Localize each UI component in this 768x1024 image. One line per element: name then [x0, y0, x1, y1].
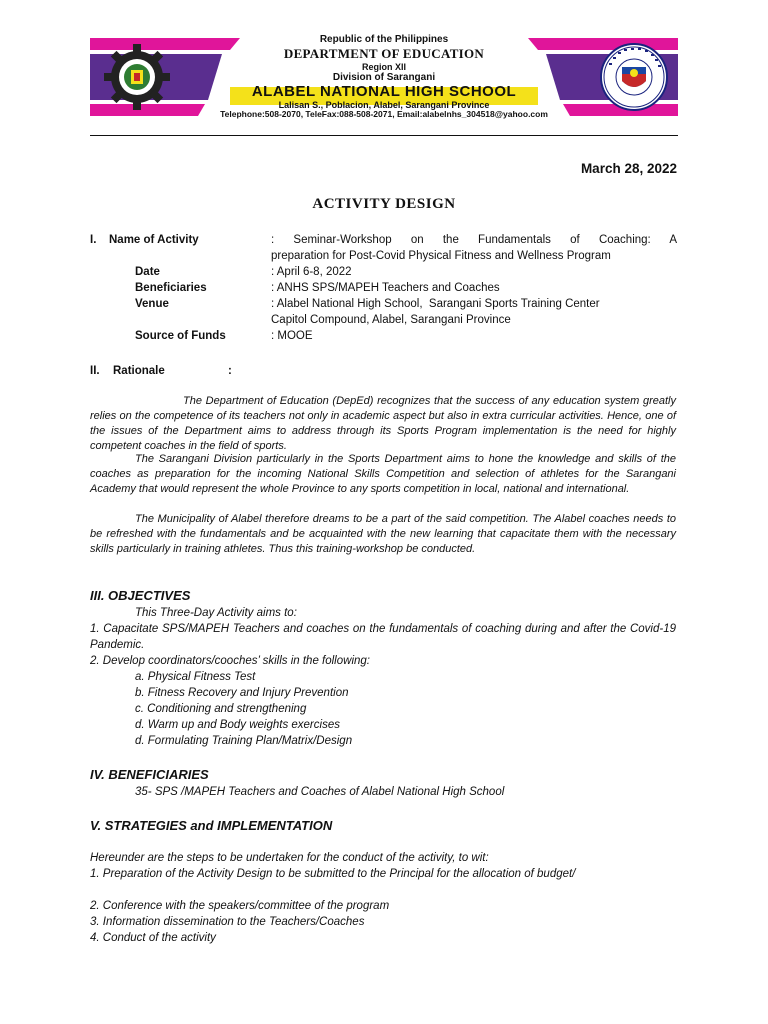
- republic-line: Republic of the Philippines: [319, 34, 449, 45]
- document-title: ACTIVITY DESIGN: [312, 196, 456, 212]
- strategy-step-3: 3. Information dissemination to the Teachers/Coaches: [90, 916, 365, 928]
- department-line: DEPARTMENT OF EDUCATION: [283, 46, 485, 61]
- objective-sub-e: d. Formulating Training Plan/Matrix/Design: [135, 735, 353, 747]
- date-label: Date: [135, 266, 160, 278]
- beneficiaries-heading: IV. BENEFICIARIES: [90, 767, 209, 782]
- section2-number: II.: [90, 365, 100, 377]
- objective-sub-b: b. Fitness Recovery and Injury Prevention: [135, 687, 349, 699]
- letterhead-banner: [90, 30, 678, 123]
- school-name: ALABEL NATIONAL HIGH SCHOOL: [251, 83, 517, 100]
- rationale-paragraph-2: The Sarangani Division particularly in the Sports Department aims to hone the knowledge and skills of the coaches as preparation for the incoming National Skills Competition and selection of athletes for the Sarangani Academy that would represent the whole Province to any sports competition in local, national and international.: [90, 453, 676, 495]
- rationale-label: Rationale: [113, 365, 165, 377]
- name-of-activity-line2: preparation for Post-Covid Physical Fitness and Wellness Program: [271, 250, 611, 262]
- source-of-funds-value: : MOOE: [271, 330, 313, 342]
- strategies-intro: Hereunder are the steps to be undertaken for the conduct of the activity, to wit:: [90, 852, 489, 864]
- name-of-activity-value: [271, 232, 677, 264]
- source-of-funds-label: Source of Funds: [135, 330, 226, 342]
- beneficiaries-label: Beneficiaries: [135, 282, 207, 294]
- header-divider: [90, 135, 678, 136]
- objective-sub-c: c. Conditioning and strengthening: [135, 703, 307, 715]
- venue-value-line2: Capitol Compound, Alabel, Sarangani Province: [271, 314, 511, 326]
- name-of-activity-label: Name of Activity: [109, 234, 199, 246]
- date-value: : April 6-8, 2022: [271, 266, 352, 278]
- objectives-heading: III. OBJECTIVES: [90, 588, 191, 603]
- strategy-step-2: 2. Conference with the speakers/committee of the program: [90, 900, 390, 912]
- objective-sub-a: a. Physical Fitness Test: [135, 671, 256, 683]
- address-line: Lalisan S., Poblacion, Alabel, Sarangani Province: [278, 100, 490, 110]
- region-line: Region XII: [361, 62, 406, 72]
- objective-2: 2. Develop coordinators/cooches’ skills in the following:: [90, 655, 370, 667]
- objectives-intro: This Three-Day Activity aims to:: [135, 607, 297, 619]
- rationale-paragraph-1: The Department of Education (DepEd) recognizes that the success of any education system greatly relies on the competence of its teachers not only in academic aspect but also in extra curricular activities. Hence, one of the issues of the Department aims to address through its Sports Program implementation is the need for highly competent coaches in the field of sports.: [90, 395, 676, 452]
- strategy-step-1: 1. Preparation of the Activity Design to be submitted to the Principal for the allocation of budget/: [90, 868, 576, 880]
- document-date: March 28, 2022: [580, 161, 677, 176]
- contact-line: Telephone:508-2070, TeleFax:088-508-2071, Email:alabelnhs_304518@yahoo.com: [220, 109, 548, 119]
- venue-label: Venue: [135, 298, 169, 310]
- objective-sub-d: d. Warm up and Body weights exercises: [135, 719, 340, 731]
- objective-1: 1. Capacitate SPS/MAPEH Teachers and coaches on the fundamentals of coaching during and after the Covid-19 Pandemic.: [90, 623, 676, 651]
- rationale-paragraph-3: The Municipality of Alabel therefore dreams to be a part of the said competition. The Alabel coaches needs to be refreshed with the fundamentals and be acquainted with the new learning that capacitate them with the necessary skills particularly in training athletes. Thus this training-workshop be conducted.: [90, 513, 676, 555]
- venue-value-line1: : Alabel National High School, Sarangani Sports Training Center: [271, 298, 600, 310]
- rationale-colon: :: [228, 365, 232, 377]
- name-of-activity-line1: : Seminar-Workshop on the Fundamentals of Coaching: A: [271, 234, 677, 246]
- strategies-heading: V. STRATEGIES and IMPLEMENTATION: [90, 818, 333, 833]
- division-line: Division of Sarangani: [332, 72, 436, 83]
- strategy-step-4: 4. Conduct of the activity: [90, 932, 216, 944]
- section1-number: I.: [90, 234, 97, 246]
- beneficiaries-value: : ANHS SPS/MAPEH Teachers and Coaches: [271, 282, 500, 294]
- beneficiaries-text: 35- SPS /MAPEH Teachers and Coaches of Alabel National High School: [135, 786, 505, 798]
